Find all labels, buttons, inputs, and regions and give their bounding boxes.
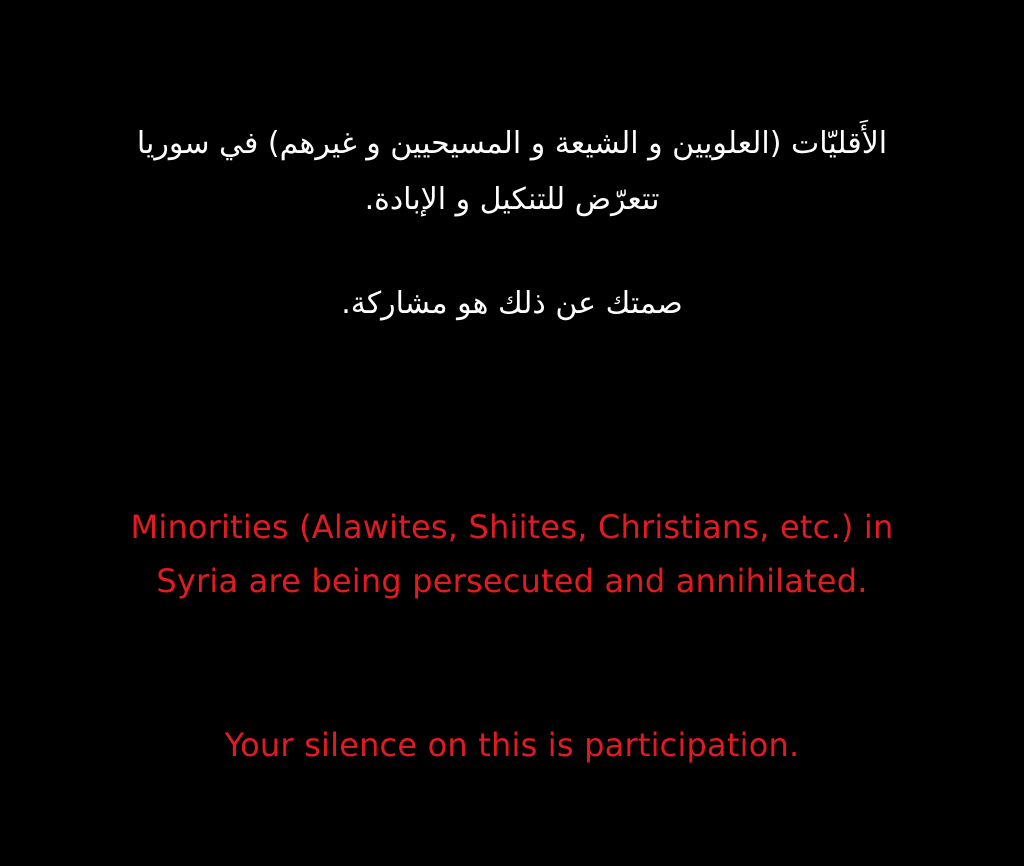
arabic-silence-line: صمتك عن ذلك هو مشاركة.: [341, 286, 683, 321]
arabic-statement-line-1: الأَقليّات (العلويين و الشيعة و المسيحيين و غيرهم) في سوريا: [136, 126, 888, 161]
english-statement-line-2: Syria are being persecuted and annihilated.: [156, 562, 868, 600]
english-statement-line-1: Minorities (Alawites, Shiites, Christians, etc.) in: [130, 508, 894, 546]
english-silence-line: Your silence on this is participation.: [224, 726, 800, 764]
arabic-statement-line-2: تتعرّض للتنكيل و الإبادة.: [364, 182, 660, 217]
